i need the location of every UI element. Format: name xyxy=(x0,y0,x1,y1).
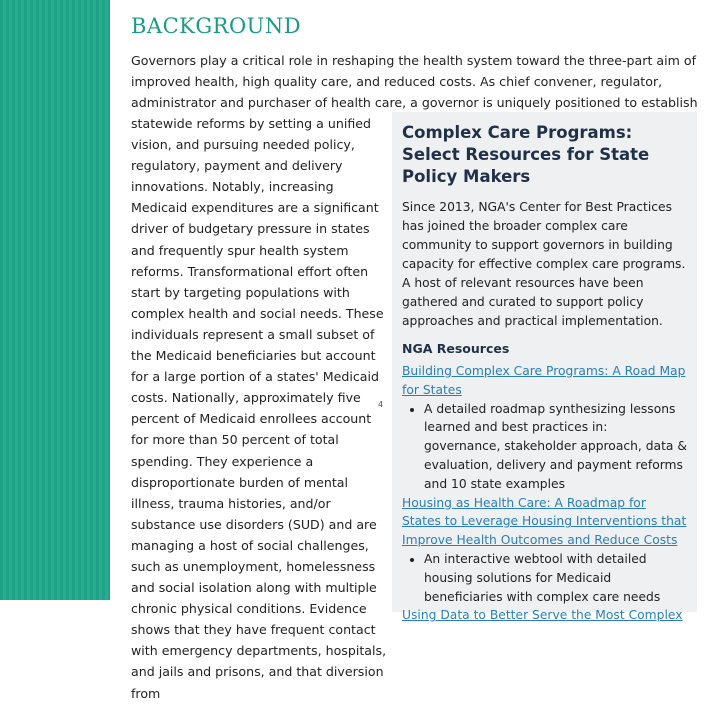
resource-link-housing[interactable]: Housing as Health Care: A Roadmap for States to Leverage Housing Interventions that Improve Health Outcomes and Reduce Costs xyxy=(402,495,687,548)
resource-bullets xyxy=(402,400,687,494)
decorative-side-band xyxy=(0,0,110,600)
resource-link-road-map[interactable]: Building Complex Care Programs: A Road Map for States xyxy=(402,364,686,397)
resource-item xyxy=(402,494,687,607)
resources-sidebar xyxy=(392,112,697,623)
resources-heading: NGA Resources xyxy=(402,341,510,356)
resource-item xyxy=(402,606,687,625)
sidebar-body: Since 2013, NGA's Center for Best Practices has joined the broader complex care community to support governors in building capacity for effective complex care programs. A host of relevant resources have been gathered and curated to support policy approaches and practical implementation. xyxy=(402,200,686,328)
sidebar-title: Complex Care Programs: Select Resources for State Policy Makers xyxy=(402,123,650,186)
resource-bullets xyxy=(402,550,687,606)
resource-link-using-data[interactable]: Using Data to Better Serve the Most Complex xyxy=(402,608,683,623)
intro-paragraph: Governors play a critical role in reshaping the health system toward the three-part aim of improved health, high quality care, and reduced costs. As chief convener, regulator, administrator and purchaser of health care, a governor is uniquely positioned to establish xyxy=(131,53,698,110)
resource-item xyxy=(402,362,687,494)
resource-description: • An interactive webtool with detailed housing solutions for Medicaid beneficiaries with complex care needs xyxy=(424,550,687,606)
body-column-text: statewide reforms by setting a unified vision, and pursuing needed policy, regulatory, payment and delivery innovations. Notably, increasing Medicaid expenditures are a significant driver of budgetary pressure in states and frequently spur health system reforms. Transformational effort often start by targeting populations with complex health and social needs. These individuals represent a small subset of the Medicaid beneficiaries but account for a large portion of a states' Medicaid costs. Nationally, approximately five percent of Medicaid enrollees account for more than 50 percent of total spending. They experience a disproportionate burden of mental illness, trauma histories, and/or substance use disorders (SUD) and are managing a host of social challenges, such as unemployment, homelessness and social isolation along with multiple chronic physical conditions. Evidence shows that they have frequent contact with emergency departments, hospitals, and jails and prisons, and that diversion from xyxy=(131,116,387,701)
resource-description: • A detailed roadmap synthesizing lessons learned and best practices in: governance, stakeholder approach, data & evaluation, delivery and payment reforms and 10 state examples xyxy=(424,400,687,494)
section-heading: BACKGROUND xyxy=(131,14,302,38)
footnote-marker: 4 xyxy=(378,400,384,409)
